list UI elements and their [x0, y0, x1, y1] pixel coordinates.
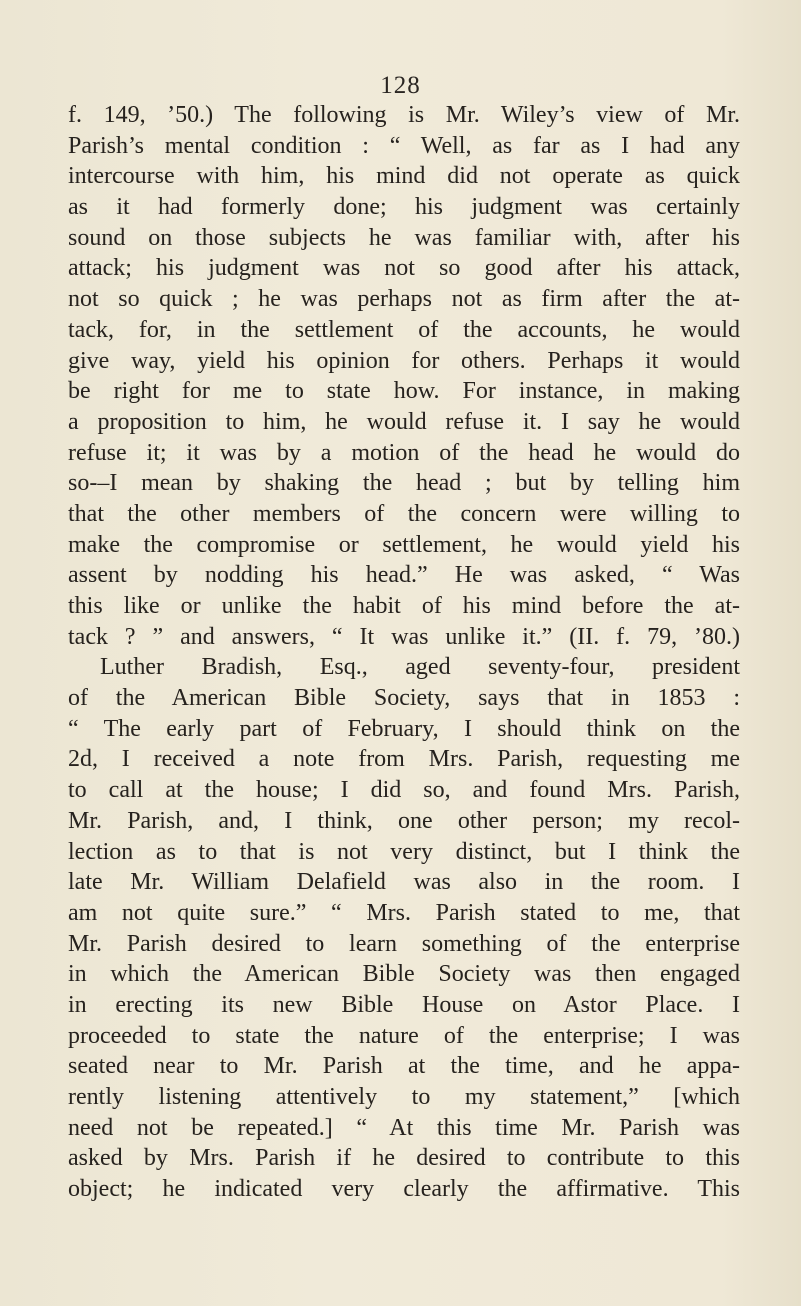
text-line: intercourse with him, his mind did not operate as quick [68, 163, 740, 190]
text-line: rently listening attentively to my statement,” [which [68, 1084, 740, 1110]
text-line: am not quite sure.” “ Mrs. Parish stated to me, that [68, 899, 740, 926]
text-line: proceeded to state the nature of the enterprise; I was [68, 1022, 740, 1049]
text-line: sound on those subjects he was familiar with, after his [68, 224, 740, 251]
text-line: of the American Bible Society, says that in 1853 : [68, 685, 740, 712]
text-line: Mr. Parish desired to learn something of the enterprise [68, 930, 740, 957]
text-line: tack, for, in the settlement of the accounts, he would [68, 316, 740, 343]
body-text [68, 100, 740, 1205]
text-line: assent by nodding his head.” He was asked, “ Was [68, 562, 740, 589]
text-line: object; he indicated very clearly the affirmative. This [68, 1176, 740, 1203]
text-line: refuse it; it was by a motion of the head he would do [68, 439, 740, 466]
text-line: give way, yield his opinion for others. Perhaps it would [68, 347, 740, 374]
page-number: 128 [380, 72, 421, 99]
text-line: need not be repeated.] “ At this time Mr. Parish was [68, 1114, 740, 1141]
text-line: in which the American Bible Society was then engaged [68, 961, 740, 988]
text-line: that the other members of the concern were willing to [68, 500, 740, 527]
text-line: Luther Bradish, Esq., aged seventy-four, president [100, 654, 740, 681]
text-line: make the compromise or settlement, he would yield his [68, 531, 740, 558]
text-line: tack ? ” and answers, “ It was unlike it.” (II. f. 79, ’80.) [68, 623, 740, 650]
text-line: not so quick ; he was perhaps not as firm after the at- [68, 286, 740, 313]
text-line: a proposition to him, he would refuse it. I say he would [68, 408, 740, 435]
text-line: as it had formerly done; his judgment was certainly [68, 194, 740, 221]
text-line: “ The early part of February, I should think on the [68, 715, 740, 742]
text-line: f. 149, ’50.) The following is Mr. Wiley’s view of Mr. [68, 102, 740, 128]
text-line: lection as to that is not very distinct, but I think the [68, 838, 740, 865]
text-line: 2d, I received a note from Mrs. Parish, requesting me [68, 746, 740, 773]
text-line: seated near to Mr. Parish at the time, and he appa- [68, 1053, 740, 1080]
text-line: late Mr. William Delafield was also in the room. I [68, 869, 740, 896]
text-line: Parish’s mental condition : “ Well, as far as I had any [68, 132, 740, 159]
text-line: Mr. Parish, and, I think, one other person; my recol- [68, 807, 740, 834]
text-line: in erecting its new Bible House on Astor Place. I [68, 991, 740, 1018]
text-line: to call at the house; I did so, and found Mrs. Parish, [68, 777, 740, 804]
text-line: so-–I mean by shaking the head ; but by telling him [68, 470, 740, 497]
text-line: asked by Mrs. Parish if he desired to contribute to this [68, 1145, 740, 1172]
text-line: this like or unlike the habit of his mind before the at- [68, 593, 740, 619]
text-line: attack; his judgment was not so good after his attack, [68, 255, 740, 282]
text-line: be right for me to state how. For instance, in making [68, 378, 740, 405]
